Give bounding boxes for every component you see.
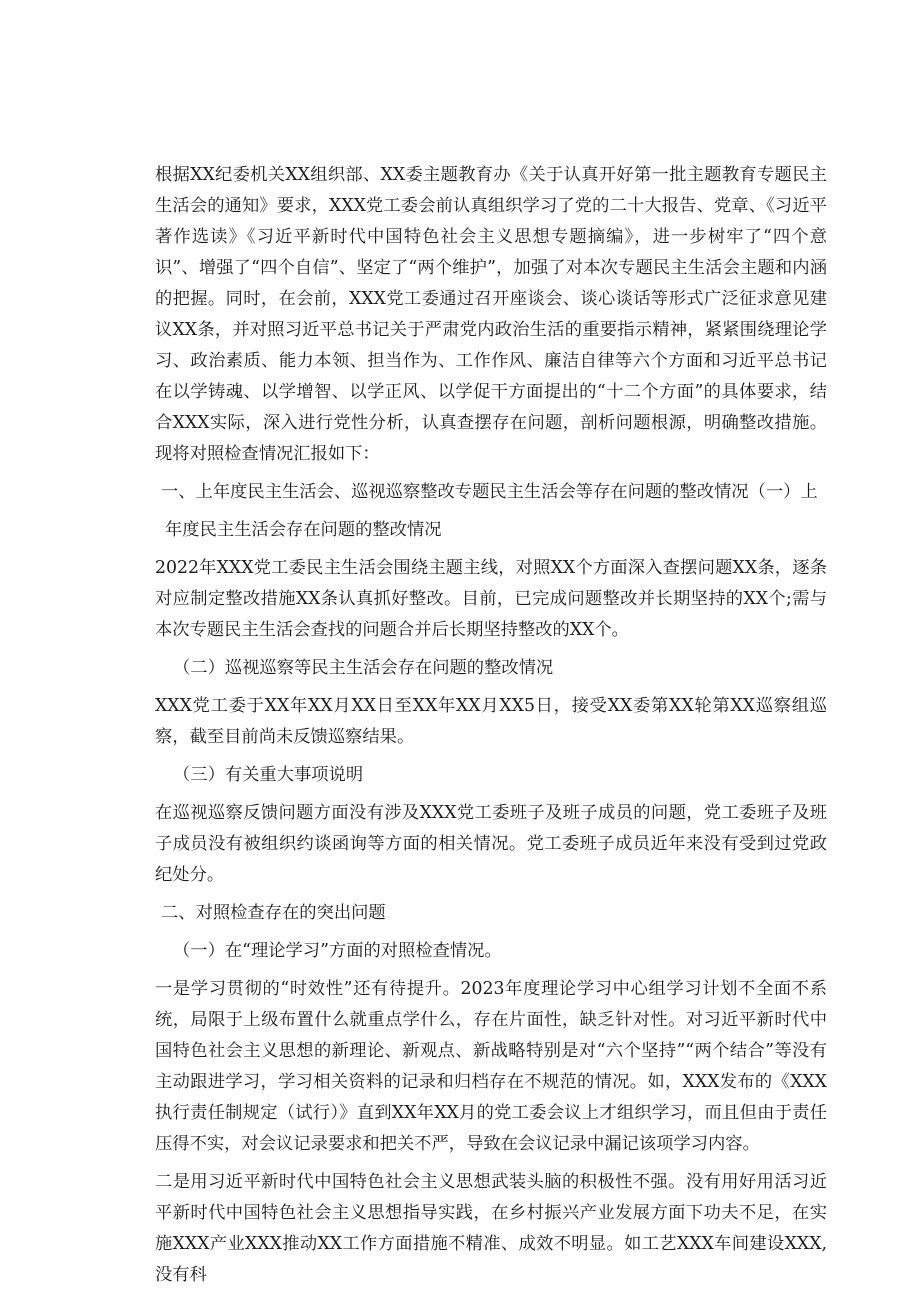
section-heading-1: 一、上年度民主生活会、巡视巡察整改专题民主生活会等存在问题的整改情况（一）上 — [161, 482, 818, 502]
theory-study-paragraph-1: 一是学习贯彻的“时效性”还有待提升。2023年度理论学习中心组学习计划不全面不系统，局限于上级布置什么就重点学什么，存在片面性，缺乏针对性。对习近平新时代中国特色社会主义思想的新理论、新观点、新战略特别是对“六个坚持”“两个结合”等没有主动跟进学习，学习相关资料的记录和归档存在不规范的情况。如，XXX发布的《XXX执行责任制规定（试行）》直到XX年XX月的党工委会议上才组织学习，而且但由于责任压得不实，对会议记录要求和把关不严，导致在会议记录中漏记该项学习内容。 — [155, 979, 827, 1154]
section-heading-1-continued: 年度民主生活会存在问题的整改情况 — [165, 520, 442, 540]
inspection-paragraph: XXX党工委于XX年XX月XX日至XX年XX月XX5日，接受XX委第XX轮第XX巡察组巡察，截至目前尚未反馈巡察结果。 — [155, 696, 827, 747]
major-matters-paragraph: 在巡视巡察反馈问题方面没有涉及XXX党工委班子及班子成员的问题，党工委班子及班子成员没有被组织约谈函询等方面的相关情况。党工委班子成员近年来没有受到过党政纪处分。 — [155, 803, 827, 885]
rectification-paragraph: 2022年XXX党工委民主生活会围绕主题主线，对照XX个方面深入查摆问题XX条，逐条对应制定整改措施XX条认真抓好整改。目前，已完成问题整改并长期坚持的XX个;需与本次专题民主生活会查找的问题合并后长期坚持整改的XX个。 — [155, 558, 827, 640]
subheading-major-matters: （三）有关重大事项说明 — [173, 765, 364, 785]
intro-paragraph: 根据XX纪委机关XX组织部、XX委主题教育办《关于认真开好第一批主题教育专题民主生活会的通知》要求，XXX党工委会前认真组织学习了党的二十大报告、党章、《习近平著作选读》《习近平新时代中国特色社会主义思想专题摘编》，进一步树牢了“四个意识”、增强了“四个自信”、坚定了“两个维护”，加强了对本次专题民主生活会主题和内涵的把握。同时，在会前，XXX党工委通过召开座谈会、谈心谈话等形式广泛征求意见建议XX条，并对照习近平总书记关于严肃党内政治生活的重要指示精神，紧紧围绕理论学习、政治素质、能力本领、担当作为、工作作风、廉洁自律等六个方面和习近平总书记在以学铸魂、以学增智、以学正风、以学促干方面提出的“十二个方面”的具体要求，结合XXX实际，深入进行党性分析，认真查摆存在问题，剖析问题根源，明确整改措施。现将对照检查情况汇报如下： — [155, 165, 827, 464]
document-body — [155, 160, 827, 1298]
theory-study-paragraph-2: 二是用习近平新时代中国特色社会主义思想武装头脑的积极性不强。没有用好用活习近平新时代中国特色社会主义思想指导实践，在乡村振兴产业发展方面下功夫不足，在实施XXX产业XXX推动XX工作方面措施不精准、成效不明显。如工艺XXX车间建设XXX,没有科 — [155, 1172, 827, 1285]
subheading-inspection: （二）巡视巡察等民主生活会存在问题的整改情况 — [173, 658, 554, 678]
section-heading-2: 二、对照检查存在的突出问题 — [161, 903, 386, 923]
subheading-theory-study: （一）在“理论学习”方面的对照检查情况。 — [173, 941, 502, 961]
